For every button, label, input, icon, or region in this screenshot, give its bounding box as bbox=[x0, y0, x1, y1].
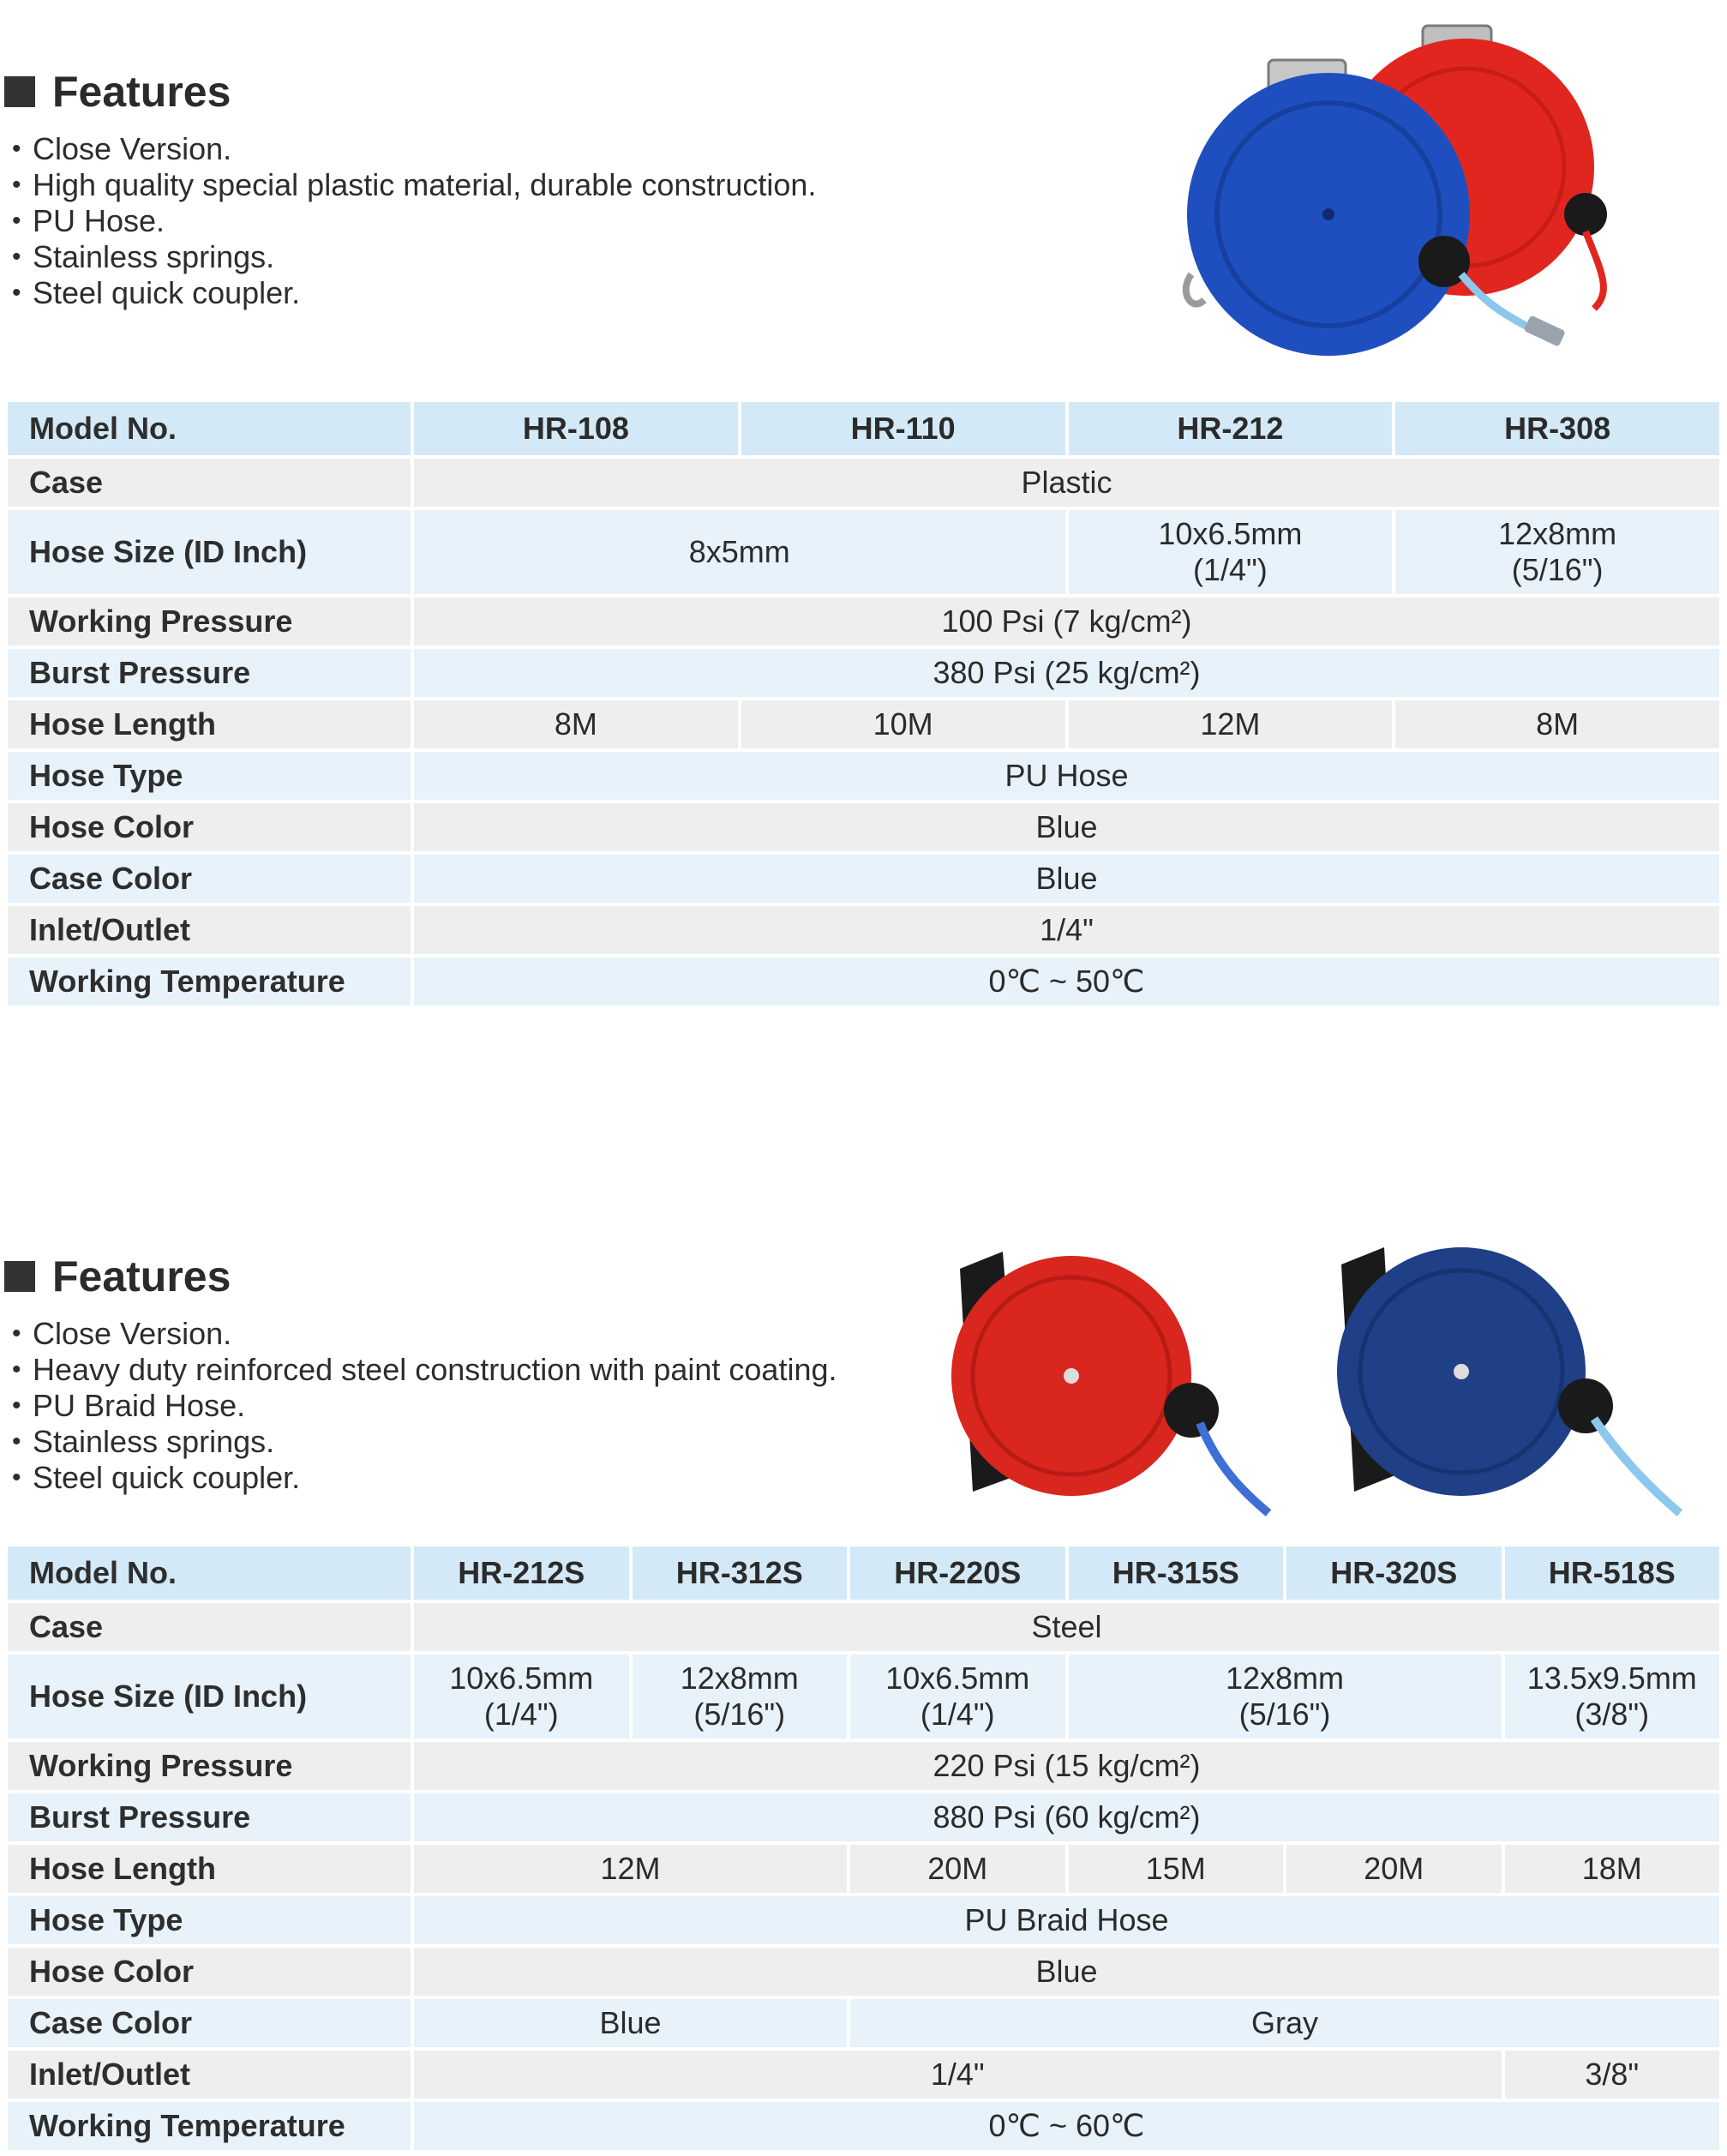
features-heading bbox=[4, 1252, 231, 1301]
row-label: Case bbox=[8, 459, 411, 507]
plastic-spec-table bbox=[4, 399, 1723, 1009]
table-row bbox=[8, 1793, 1719, 1841]
features-title: Features bbox=[52, 68, 231, 116]
cell: PU Hose bbox=[414, 752, 1719, 800]
model-label: Model No. bbox=[8, 1546, 411, 1600]
cell: Blue bbox=[414, 1948, 1719, 1996]
feature-item: • Close Version. bbox=[12, 131, 232, 166]
cell: Plastic bbox=[414, 459, 1719, 507]
row-label: Working Temperature bbox=[8, 2102, 411, 2150]
row-label: Hose Color bbox=[8, 1948, 411, 1996]
cell: 12x8mm (5/16") bbox=[633, 1655, 848, 1739]
feature-item: • Stainless springs. bbox=[12, 1424, 275, 1459]
table-row bbox=[8, 510, 1719, 594]
feature-item: • Close Version. bbox=[12, 1316, 232, 1351]
cell: 8M bbox=[414, 700, 738, 748]
cell: PU Braid Hose bbox=[414, 1896, 1719, 1944]
table-header-row bbox=[8, 1546, 1719, 1600]
steel-reel-section bbox=[0, 1183, 1727, 2156]
table-row bbox=[8, 1655, 1719, 1739]
row-label: Inlet/Outlet bbox=[8, 906, 411, 954]
table-row bbox=[8, 2102, 1719, 2150]
steel-hose-reel-photo bbox=[943, 1217, 1714, 1543]
heading-square-icon bbox=[4, 1261, 35, 1292]
table-row bbox=[8, 906, 1719, 954]
cell: 12x8mm (5/16") bbox=[1395, 510, 1719, 594]
model-cell: HR-212 bbox=[1069, 402, 1393, 455]
model-cell: HR-518S bbox=[1505, 1546, 1720, 1600]
row-label: Working Temperature bbox=[8, 958, 411, 1006]
model-label: Model No. bbox=[8, 402, 411, 455]
cell: 3/8" bbox=[1505, 2051, 1720, 2099]
feature-item: • PU Braid Hose. bbox=[12, 1388, 246, 1423]
cell: 8M bbox=[1395, 700, 1719, 748]
table-row bbox=[8, 855, 1719, 903]
cell: 13.5x9.5mm (3/8") bbox=[1505, 1655, 1720, 1739]
table-row bbox=[8, 1603, 1719, 1651]
cell: 10x6.5mm (1/4") bbox=[414, 1655, 629, 1739]
cell: Blue bbox=[414, 803, 1719, 851]
feature-item: • Steel quick coupler. bbox=[12, 275, 301, 310]
table-row bbox=[8, 649, 1719, 697]
features-heading bbox=[4, 67, 231, 117]
row-label: Hose Type bbox=[8, 752, 411, 800]
row-label: Burst Pressure bbox=[8, 1793, 411, 1841]
cell: 1/4" bbox=[414, 906, 1719, 954]
cell: 10x6.5mm (1/4") bbox=[850, 1655, 1065, 1739]
features-list bbox=[12, 1316, 837, 1496]
row-label: Hose Size (ID Inch) bbox=[8, 510, 411, 594]
table-row bbox=[8, 803, 1719, 851]
table-row bbox=[8, 1999, 1719, 2047]
cell: 12M bbox=[414, 1845, 847, 1893]
cell: 10x6.5mm (1/4") bbox=[1069, 510, 1393, 594]
table-row bbox=[8, 1896, 1719, 1944]
table-row bbox=[8, 752, 1719, 800]
table-row bbox=[8, 1742, 1719, 1790]
table-row bbox=[8, 958, 1719, 1006]
row-label: Burst Pressure bbox=[8, 649, 411, 697]
row-label: Hose Type bbox=[8, 1896, 411, 1944]
steel-spec-table bbox=[4, 1543, 1723, 2153]
cell: 20M bbox=[1286, 1845, 1502, 1893]
cell: 8x5mm bbox=[414, 510, 1065, 594]
cell: 15M bbox=[1069, 1845, 1284, 1893]
feature-item: • Stainless springs. bbox=[12, 239, 275, 274]
model-cell: HR-108 bbox=[414, 402, 738, 455]
cell: 18M bbox=[1505, 1845, 1720, 1893]
cell: 12x8mm (5/16") bbox=[1069, 1655, 1502, 1739]
table-row bbox=[8, 700, 1719, 748]
feature-item: • High quality special plastic material, durable construction. bbox=[12, 167, 817, 202]
row-label: Case bbox=[8, 1603, 411, 1651]
model-cell: HR-320S bbox=[1286, 1546, 1502, 1600]
plastic-hose-reel-photo bbox=[1157, 17, 1637, 369]
row-label: Working Pressure bbox=[8, 598, 411, 646]
model-cell: HR-110 bbox=[741, 402, 1065, 455]
row-label: Working Pressure bbox=[8, 1742, 411, 1790]
cell: 12M bbox=[1069, 700, 1393, 748]
cell: 20M bbox=[850, 1845, 1065, 1893]
row-label: Hose Length bbox=[8, 1845, 411, 1893]
cell: 0℃ ~ 60℃ bbox=[414, 2102, 1719, 2150]
cell: 380 Psi (25 kg/cm²) bbox=[414, 649, 1719, 697]
table-row bbox=[8, 598, 1719, 646]
cell: 100 Psi (7 kg/cm²) bbox=[414, 598, 1719, 646]
row-label: Hose Length bbox=[8, 700, 411, 748]
cell: 220 Psi (15 kg/cm²) bbox=[414, 1742, 1719, 1790]
cell: 0℃ ~ 50℃ bbox=[414, 958, 1719, 1006]
features-list bbox=[12, 131, 816, 311]
cell: 1/4" bbox=[414, 2051, 1502, 2099]
feature-item: • Steel quick coupler. bbox=[12, 1460, 301, 1495]
cell: Steel bbox=[414, 1603, 1719, 1651]
cell: 10M bbox=[741, 700, 1065, 748]
feature-item: • Heavy duty reinforced steel construction with paint coating. bbox=[12, 1352, 837, 1387]
row-label: Hose Color bbox=[8, 803, 411, 851]
table-header-row bbox=[8, 402, 1719, 455]
cell: Blue bbox=[414, 1999, 847, 2047]
row-label: Inlet/Outlet bbox=[8, 2051, 411, 2099]
table-row bbox=[8, 2051, 1719, 2099]
table-row bbox=[8, 459, 1719, 507]
model-cell: HR-220S bbox=[850, 1546, 1065, 1600]
model-cell: HR-315S bbox=[1069, 1546, 1284, 1600]
features-title: Features bbox=[52, 1252, 231, 1300]
cell: Blue bbox=[414, 855, 1719, 903]
model-cell: HR-312S bbox=[633, 1546, 848, 1600]
row-label: Hose Size (ID Inch) bbox=[8, 1655, 411, 1739]
feature-item: • PU Hose. bbox=[12, 203, 165, 238]
heading-square-icon bbox=[4, 76, 35, 107]
table-row bbox=[8, 1948, 1719, 1996]
model-cell: HR-212S bbox=[414, 1546, 629, 1600]
row-label: Case Color bbox=[8, 1999, 411, 2047]
model-cell: HR-308 bbox=[1395, 402, 1719, 455]
plastic-reel-section bbox=[0, 0, 1727, 1029]
table-row bbox=[8, 1845, 1719, 1893]
row-label: Case Color bbox=[8, 855, 411, 903]
cell: 880 Psi (60 kg/cm²) bbox=[414, 1793, 1719, 1841]
cell: Gray bbox=[850, 1999, 1719, 2047]
